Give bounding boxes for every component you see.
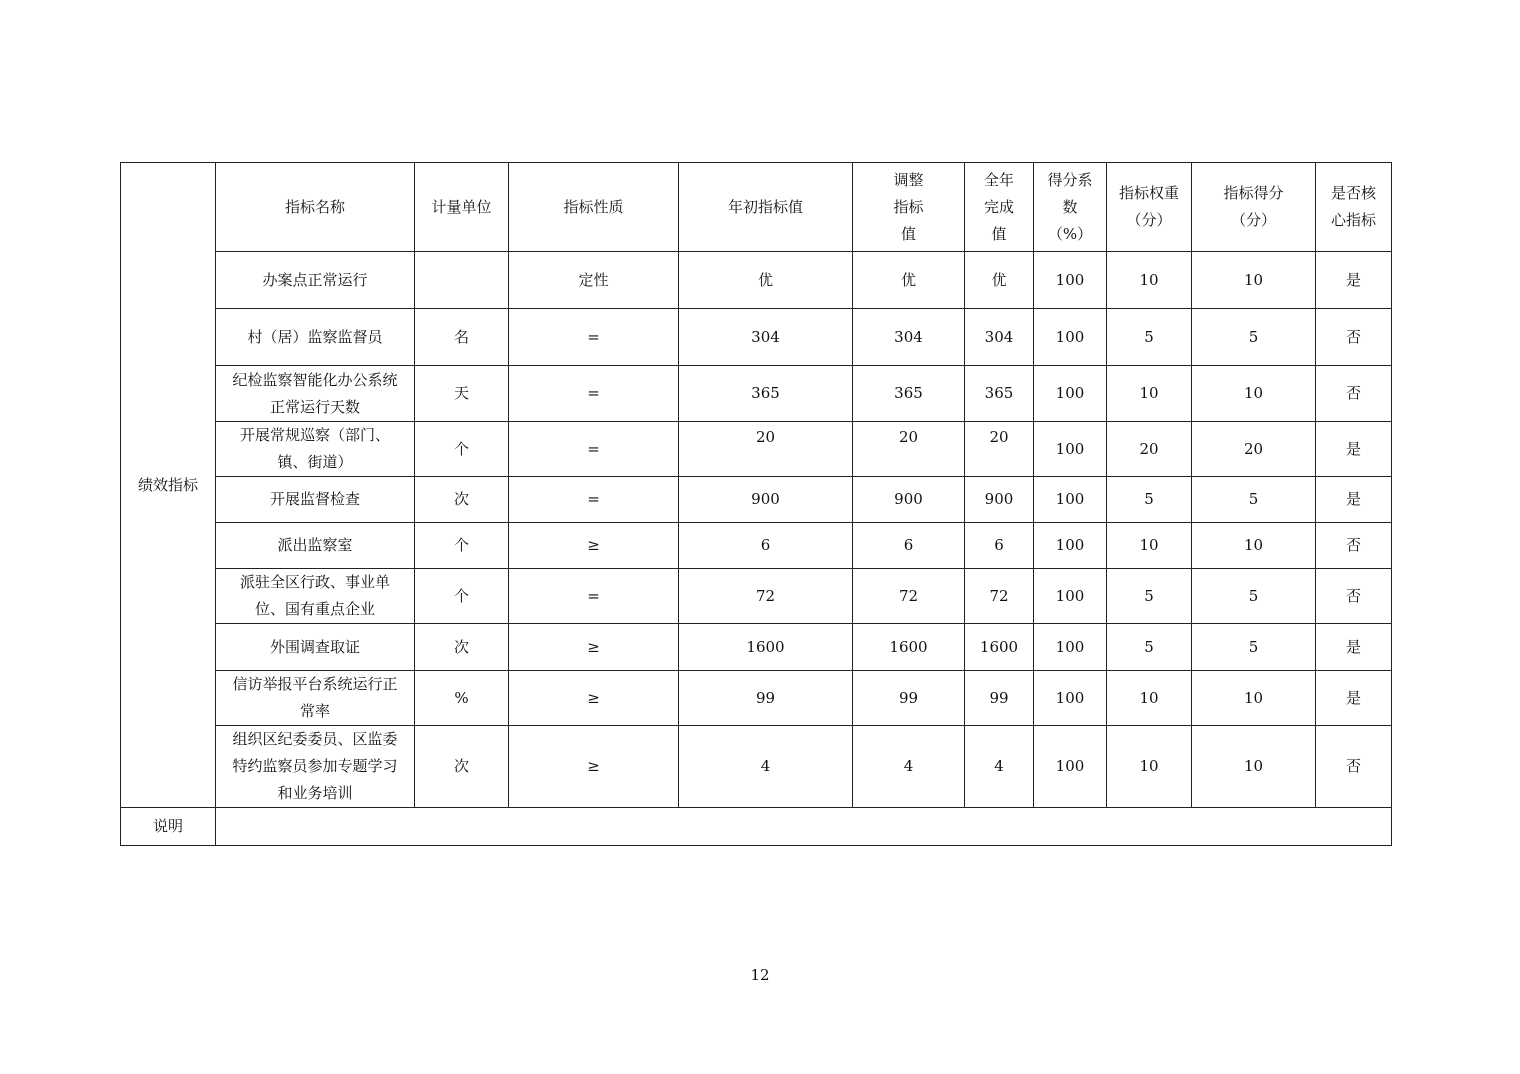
cell-adjusted: 900 bbox=[853, 477, 965, 523]
header-completed-line: 全年 bbox=[983, 170, 1014, 189]
cell-weight: 10 bbox=[1107, 366, 1192, 422]
indicator-name-line: 常率 bbox=[299, 702, 330, 720]
indicator-name-line: 开展常规巡察（部门、 bbox=[239, 426, 390, 444]
cell-unit: % bbox=[415, 671, 509, 726]
cell-unit: 次 bbox=[415, 726, 509, 808]
header-coef-line: （%） bbox=[1047, 224, 1093, 243]
header-completed-line: 值 bbox=[991, 224, 1007, 243]
table-row bbox=[121, 422, 1392, 477]
cell-completed: 4 bbox=[965, 726, 1034, 808]
header-weight bbox=[1107, 163, 1192, 252]
table-row bbox=[121, 523, 1392, 569]
cell-unit: 名 bbox=[415, 309, 509, 366]
header-row bbox=[121, 163, 1392, 252]
cell-unit: 个 bbox=[415, 569, 509, 624]
indicator-name bbox=[216, 366, 415, 422]
indicator-name bbox=[216, 624, 415, 671]
indicator-name-line: 开展监督检查 bbox=[269, 490, 360, 508]
cell-unit: 个 bbox=[415, 523, 509, 569]
cell-core: 是 bbox=[1316, 252, 1392, 309]
cell-completed: 99 bbox=[965, 671, 1034, 726]
table-row bbox=[121, 309, 1392, 366]
header-initial-value: 年初指标值 bbox=[679, 163, 853, 252]
cell-adjusted: 365 bbox=[853, 366, 965, 422]
cell-unit bbox=[415, 252, 509, 309]
table-row bbox=[121, 366, 1392, 422]
cell-weight: 5 bbox=[1107, 569, 1192, 624]
table-row bbox=[121, 569, 1392, 624]
cell-adjusted: 99 bbox=[853, 671, 965, 726]
cell-initial: 365 bbox=[679, 366, 853, 422]
cell-completed: 72 bbox=[965, 569, 1034, 624]
note-label: 说明 bbox=[121, 808, 216, 846]
cell-initial: 20 bbox=[679, 422, 853, 477]
cell-adjusted: 6 bbox=[853, 523, 965, 569]
cell-coef: 100 bbox=[1034, 252, 1107, 309]
indicator-name bbox=[216, 523, 415, 569]
header-core-line: 心指标 bbox=[1330, 211, 1376, 229]
cell-initial: 900 bbox=[679, 477, 853, 523]
cell-adjusted: 20 bbox=[853, 422, 965, 477]
cell-score: 5 bbox=[1192, 569, 1316, 624]
cell-coef: 100 bbox=[1034, 366, 1107, 422]
cell-unit: 次 bbox=[415, 624, 509, 671]
performance-indicator-table bbox=[120, 162, 1392, 846]
header-score-line: （分） bbox=[1230, 211, 1276, 229]
note-row bbox=[121, 808, 1392, 846]
table-row bbox=[121, 671, 1392, 726]
indicator-name bbox=[216, 726, 415, 808]
cell-adjusted: 304 bbox=[853, 309, 965, 366]
header-completed-line: 完成 bbox=[983, 197, 1014, 216]
cell-nature: 定性 bbox=[509, 252, 679, 309]
cell-core: 否 bbox=[1316, 366, 1392, 422]
indicator-name bbox=[216, 252, 415, 309]
header-weight-line: （分） bbox=[1126, 211, 1172, 229]
cell-core: 是 bbox=[1316, 477, 1392, 523]
cell-weight: 5 bbox=[1107, 624, 1192, 671]
cell-core: 否 bbox=[1316, 309, 1392, 366]
indicator-name-line: 正常运行天数 bbox=[269, 397, 360, 416]
cell-core: 否 bbox=[1316, 726, 1392, 808]
header-completed-value bbox=[965, 163, 1034, 252]
cell-completed: 20 bbox=[965, 422, 1034, 477]
header-coef-line: 得分系 bbox=[1047, 170, 1093, 189]
table-row bbox=[121, 252, 1392, 309]
cell-nature: = bbox=[509, 477, 679, 523]
indicator-name-line: 镇、街道） bbox=[277, 453, 353, 471]
cell-adjusted: 72 bbox=[853, 569, 965, 624]
cell-weight: 10 bbox=[1107, 671, 1192, 726]
cell-score: 10 bbox=[1192, 252, 1316, 309]
indicator-name bbox=[216, 422, 415, 477]
cell-completed: 优 bbox=[965, 252, 1034, 309]
header-score-coefficient bbox=[1034, 163, 1107, 252]
cell-weight: 10 bbox=[1107, 252, 1192, 309]
cell-coef: 100 bbox=[1034, 523, 1107, 569]
header-adjusted-line: 值 bbox=[900, 224, 916, 243]
cell-weight: 10 bbox=[1107, 523, 1192, 569]
cell-core: 是 bbox=[1316, 422, 1392, 477]
indicator-name-line: 和业务培训 bbox=[277, 784, 353, 802]
header-unit: 计量单位 bbox=[415, 163, 509, 252]
cell-weight: 10 bbox=[1107, 726, 1192, 808]
header-nature: 指标性质 bbox=[509, 163, 679, 252]
header-score bbox=[1192, 163, 1316, 252]
cell-unit: 次 bbox=[415, 477, 509, 523]
cell-score: 5 bbox=[1192, 309, 1316, 366]
indicator-name-line: 位、国有重点企业 bbox=[254, 600, 375, 618]
cell-score: 20 bbox=[1192, 422, 1316, 477]
indicator-name-line: 派驻全区行政、事业单 bbox=[239, 573, 390, 591]
cell-nature: = bbox=[509, 569, 679, 624]
cell-coef: 100 bbox=[1034, 569, 1107, 624]
header-score-line: 指标得分 bbox=[1223, 184, 1284, 202]
header-core-line: 是否核 bbox=[1330, 184, 1376, 202]
cell-weight: 5 bbox=[1107, 477, 1192, 523]
cell-weight: 20 bbox=[1107, 422, 1192, 477]
cell-coef: 100 bbox=[1034, 726, 1107, 808]
cell-unit: 个 bbox=[415, 422, 509, 477]
indicator-name-line: 办案点正常运行 bbox=[262, 270, 368, 289]
header-indicator-name: 指标名称 bbox=[216, 163, 415, 252]
cell-weight: 5 bbox=[1107, 309, 1192, 366]
section-label-cell bbox=[121, 163, 216, 808]
cell-coef: 100 bbox=[1034, 624, 1107, 671]
cell-initial: 304 bbox=[679, 309, 853, 366]
indicator-name-line: 纪检监察智能化办公系统 bbox=[232, 370, 398, 389]
header-core-indicator bbox=[1316, 163, 1392, 252]
cell-unit: 天 bbox=[415, 366, 509, 422]
page-number: 12 bbox=[750, 966, 770, 984]
header-adjusted-line: 指标 bbox=[893, 197, 924, 216]
cell-adjusted: 1600 bbox=[853, 624, 965, 671]
indicator-name bbox=[216, 477, 415, 523]
cell-core: 是 bbox=[1316, 671, 1392, 726]
indicator-name-line: 组织区纪委委员、区监委 bbox=[232, 730, 398, 748]
cell-coef: 100 bbox=[1034, 671, 1107, 726]
cell-adjusted: 优 bbox=[853, 252, 965, 309]
note-value bbox=[216, 808, 1392, 846]
header-adjusted-value bbox=[853, 163, 965, 252]
cell-score: 10 bbox=[1192, 366, 1316, 422]
cell-score: 10 bbox=[1192, 523, 1316, 569]
cell-score: 10 bbox=[1192, 671, 1316, 726]
cell-initial: 6 bbox=[679, 523, 853, 569]
table-row bbox=[121, 726, 1392, 808]
cell-nature: = bbox=[509, 366, 679, 422]
cell-core: 否 bbox=[1316, 569, 1392, 624]
header-coef-line: 数 bbox=[1062, 197, 1078, 216]
indicator-name bbox=[216, 671, 415, 726]
cell-coef: 100 bbox=[1034, 477, 1107, 523]
cell-nature: ≥ bbox=[509, 671, 679, 726]
indicator-name-line: 村（居）监察监督员 bbox=[247, 327, 383, 346]
indicator-name-line: 特约监察员参加专题学习 bbox=[232, 757, 398, 775]
cell-completed: 1600 bbox=[965, 624, 1034, 671]
cell-adjusted: 4 bbox=[853, 726, 965, 808]
cell-completed: 6 bbox=[965, 523, 1034, 569]
cell-initial: 4 bbox=[679, 726, 853, 808]
cell-completed: 365 bbox=[965, 366, 1034, 422]
cell-nature: ≥ bbox=[509, 624, 679, 671]
cell-nature: = bbox=[509, 309, 679, 366]
cell-core: 是 bbox=[1316, 624, 1392, 671]
indicator-name bbox=[216, 569, 415, 624]
cell-score: 5 bbox=[1192, 624, 1316, 671]
cell-initial: 1600 bbox=[679, 624, 853, 671]
cell-initial: 99 bbox=[679, 671, 853, 726]
cell-initial: 优 bbox=[679, 252, 853, 309]
cell-score: 10 bbox=[1192, 726, 1316, 808]
section-label: 绩效指标 bbox=[137, 475, 198, 494]
cell-initial: 72 bbox=[679, 569, 853, 624]
cell-score: 5 bbox=[1192, 477, 1316, 523]
cell-completed: 304 bbox=[965, 309, 1034, 366]
table-row bbox=[121, 624, 1392, 671]
cell-coef: 100 bbox=[1034, 422, 1107, 477]
cell-core: 否 bbox=[1316, 523, 1392, 569]
cell-nature: ≥ bbox=[509, 523, 679, 569]
table-row bbox=[121, 477, 1392, 523]
header-weight-line: 指标权重 bbox=[1118, 184, 1179, 202]
indicator-name-line: 信访举报平台系统运行正 bbox=[232, 675, 398, 693]
header-adjusted-line: 调整 bbox=[893, 170, 924, 189]
cell-coef: 100 bbox=[1034, 309, 1107, 366]
cell-completed: 900 bbox=[965, 477, 1034, 523]
indicator-name-line: 派出监察室 bbox=[277, 536, 353, 554]
indicator-name-line: 外围调查取证 bbox=[269, 637, 360, 656]
cell-nature: = bbox=[509, 422, 679, 477]
indicator-name bbox=[216, 309, 415, 366]
cell-nature: ≥ bbox=[509, 726, 679, 808]
